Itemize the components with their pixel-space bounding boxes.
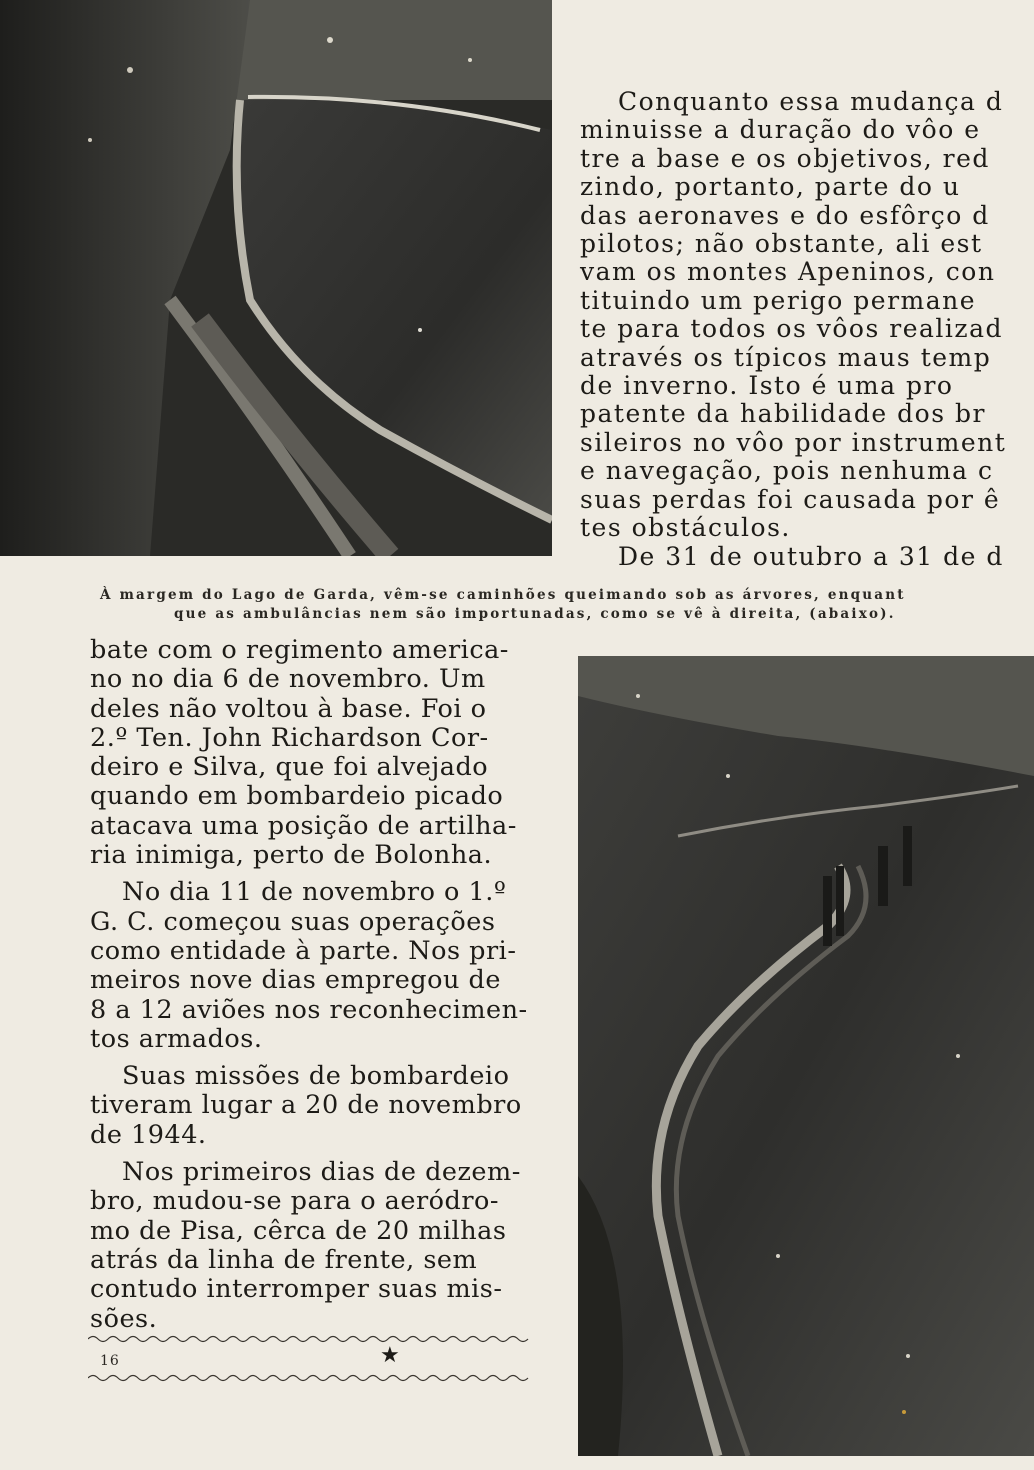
right-line-4: zindo, portanto, parte do u [580,172,961,202]
right-line-13: sileiros no vôo por instrument [580,427,1007,457]
right-line-9: te para todos os vôos realizad [580,314,1003,344]
left-column-text [90,636,545,1342]
lake-garda-photo-image [0,0,552,556]
right-line-14: e navegação, pois nenhuma c [580,456,994,486]
p2-line-6: tos armados. [90,1023,263,1054]
photo-caption [100,586,1034,624]
p1-line-2: no no dia 6 de novembro. Um [90,664,486,695]
p4-line-1: Nos primeiros dias de dezem- [122,1157,521,1188]
right-line-7: vam os montes Apeninos, con [580,257,996,287]
right-line-11: de inverno. Isto é uma pro [580,371,954,401]
p3-line-2: tiveram lugar a 20 de novembro [90,1090,522,1121]
p4-line-6: sões. [90,1303,158,1334]
right-line-3: tre a base e os objetivos, red [580,143,990,173]
p4-line-2: bro, mudou-se para o aeródro- [90,1186,499,1217]
p4-line-4: atrás da linha de frente, sem [90,1244,478,1275]
paragraph-2 [90,878,545,1054]
lake-garda-photo [0,0,552,556]
paper-speck [902,1410,906,1414]
star-ornament-icon: ★ [380,1343,400,1368]
p2-line-2: G. C. começou suas operações [90,906,496,937]
right-line-15: suas perdas foi causada por ê [580,484,1001,514]
p3-line-1: Suas missões de bombardeio [122,1061,510,1092]
ornamental-rule-bottom [88,1373,530,1383]
p2-line-3: como entidade à parte. Nos pri- [90,935,517,966]
p1-line-6: quando em bombardeio picado [90,781,504,812]
paragraph-3 [90,1062,545,1150]
p2-line-1: No dia 11 de novembro o 1.º [122,877,507,908]
p4-line-5: contudo interromper suas mis- [90,1274,503,1305]
right-line-8: tituindo um perigo permane [580,285,977,315]
right-column-text [580,88,1034,571]
p4-line-3: mo de Pisa, cêrca de 20 milhas [90,1215,507,1246]
right-line-10: através os típicos maus temp [580,342,992,372]
right-line-17: De 31 de outubro a 31 de d [618,541,1004,571]
right-line-2: minuisse a duração do vôo e [580,115,981,145]
right-line-5: das aeronaves e do esfôrço d [580,200,990,230]
ornamental-rule-top [88,1334,530,1344]
road-photo [578,656,1034,1456]
p2-line-5: 8 a 12 aviões nos reconhecimen- [90,994,528,1025]
paragraph-4 [90,1158,545,1334]
p2-line-4: meiros nove dias empregou de [90,965,501,996]
caption-line-2: que as ambulâncias nem são importunadas, como se vê à direita, (abaixo). [174,606,896,622]
right-line-6: pilotos; não obstante, ali est [580,229,983,259]
p3-line-3: de 1944. [90,1119,207,1150]
p1-line-7: atacava uma posição de artilha- [90,810,517,841]
p1-line-5: deiro e Silva, que foi alvejado [90,752,489,783]
page-number: 16 [100,1353,120,1369]
caption-line-1: À margem do Lago de Garda, vêm-se caminhões queimando sob as árvores, enquant [100,587,906,603]
p1-line-4: 2.º Ten. John Richardson Cor- [90,722,489,753]
p1-line-1: bate com o regimento america- [90,635,509,665]
p1-line-3: deles não voltou à base. Foi o [90,693,487,724]
right-line-1: Conquanto essa mudança d [618,87,1004,116]
p1-line-8: ria inimiga, perto de Bolonha. [90,840,493,871]
road-photo-image [578,656,1034,1456]
paragraph-1 [90,636,545,870]
right-line-16: tes obstáculos. [580,513,791,543]
right-line-12: patente da habilidade dos br [580,399,986,429]
